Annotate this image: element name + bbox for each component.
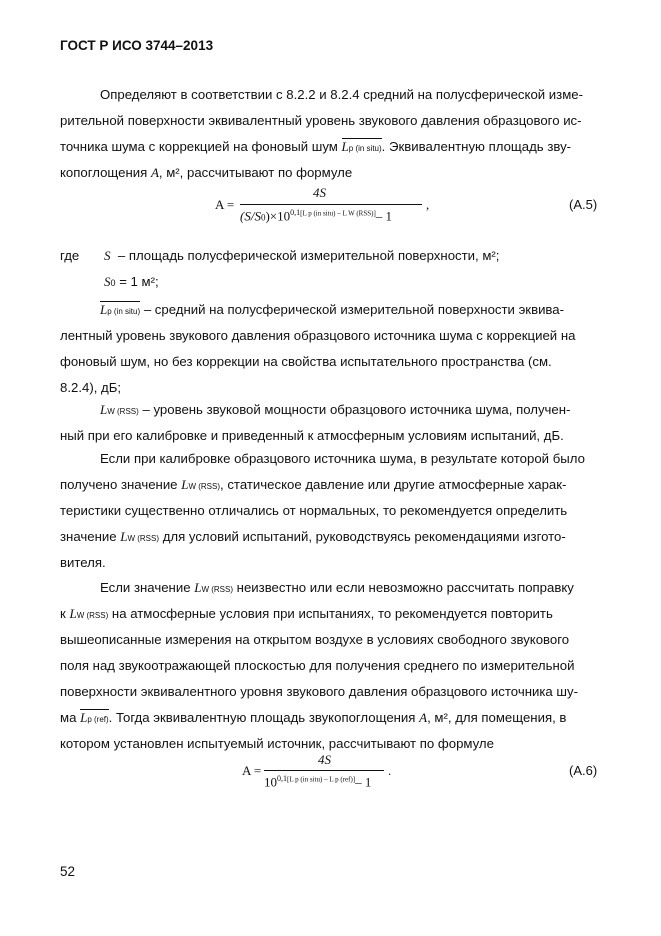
paragraph-2-line-3: теристики существенно отличались от нормальных, то рекомендуется определить bbox=[60, 503, 568, 518]
definition-s: S – площадь полусферической измерительной поверхности, м²; bbox=[104, 248, 500, 263]
equation-a6-numerator: 4S bbox=[318, 752, 331, 767]
paragraph-3-line-2: к LW (RSS) на атмосферные условия при испытаниях, то рекомендуется повторить bbox=[60, 606, 553, 621]
equation-a6-lhs: A = bbox=[242, 763, 262, 778]
definition-lp-line-3: фоновый шум, но без коррекции на свойства испытательного пространства (см. bbox=[60, 354, 552, 369]
paragraph-2: Если при калибровке образцового источника шума, в результате которой было bbox=[100, 451, 585, 466]
where-label: где bbox=[60, 248, 80, 263]
paragraph-2-line-2: получено значение LW (RSS), статическое давление или другие атмосферные харак- bbox=[60, 477, 567, 492]
equation-a6-dot: . bbox=[388, 763, 392, 778]
paragraph-1-line-2: рительной поверхности эквивалентный уровень звукового давления образцового ис- bbox=[60, 113, 582, 128]
paragraph-2-line-5: вителя. bbox=[60, 555, 106, 570]
definition-lp-line-4: 8.2.4), дБ; bbox=[60, 380, 122, 395]
equation-a6-fraction-bar bbox=[264, 770, 384, 771]
paragraph-3-line-4: поля над звукоотражающей плоскостью для получения среднего по измерительной bbox=[60, 658, 575, 673]
equation-a6-number: (А.6) bbox=[569, 763, 598, 778]
paragraph-1-line-4: копоглощения A, м², рассчитывают по формуле bbox=[60, 165, 353, 180]
equation-a5-fraction-bar bbox=[240, 204, 422, 205]
paragraph-2-line-4: значение LW (RSS) для условий испытаний, руководствуясь рекомендациями изгото- bbox=[60, 529, 566, 544]
paragraph-1: Определяют в соответствии с 8.2.2 и 8.2.4 средний на полусферической изме- bbox=[100, 87, 584, 102]
definition-lw-line-2: ный при его калибровке и приведенный к атмосферным условиям испытаний, дБ. bbox=[60, 428, 564, 443]
document-header: ГОСТ Р ИСО 3744–2013 bbox=[60, 38, 214, 53]
equation-a5-denominator: $(S/S0)\times 10^{0,1[L p (in situ)}$ – $^{L W (RSS)]}$– 1 bbox=[240, 208, 393, 224]
paragraph-3-line-6: ма Lp (ref). Тогда эквивалентную площадь звукопоглощения A, м², для помещения, в bbox=[60, 710, 567, 725]
symbol-lp-in-situ: Lp (in situ) bbox=[341, 139, 382, 154]
equation-a5-numerator: 4S bbox=[313, 185, 326, 200]
definition-lp: Lp (in situ) – средний на полусферической измерительной поверхности эквива- bbox=[100, 302, 565, 317]
paragraph-3-line-7: котором установлен испытуемый источник, рассчитывают по формуле bbox=[60, 736, 494, 751]
equation-a5-lhs: A = bbox=[215, 197, 235, 212]
definition-lp-line-2: лентный уровень звукового давления образцового источника шума с коррекцией на bbox=[60, 328, 576, 343]
paragraph-3-line-3: вышеописанные измерения на открытом воздухе в условиях свободного звукового bbox=[60, 632, 570, 647]
equation-a6-denominator: $10^{0,1[L p (in situ)}$ – $^{L p (ref)]}$– 1 bbox=[264, 774, 372, 790]
paragraph-3-line-5: поверхности эквивалентного уровня звукового давления образцового источника шу- bbox=[60, 684, 578, 699]
equation-a5-comma: , bbox=[426, 197, 430, 212]
paragraph-3: Если значение LW (RSS) неизвестно или если невозможно рассчитать поправку bbox=[100, 580, 574, 595]
definition-s0: S0 = 1 м²; bbox=[104, 274, 159, 289]
definition-lw: LW (RSS) – уровень звуковой мощности образцового источника шума, получен- bbox=[100, 402, 571, 417]
paragraph-1-line-3: точника шума с коррекцией на фоновый шум Lp (in situ). Эквивалентную площадь зву- bbox=[60, 139, 572, 154]
page-number: 52 bbox=[60, 864, 76, 879]
equation-a5-number: (А.5) bbox=[569, 197, 598, 212]
symbol-a: A bbox=[150, 165, 159, 180]
